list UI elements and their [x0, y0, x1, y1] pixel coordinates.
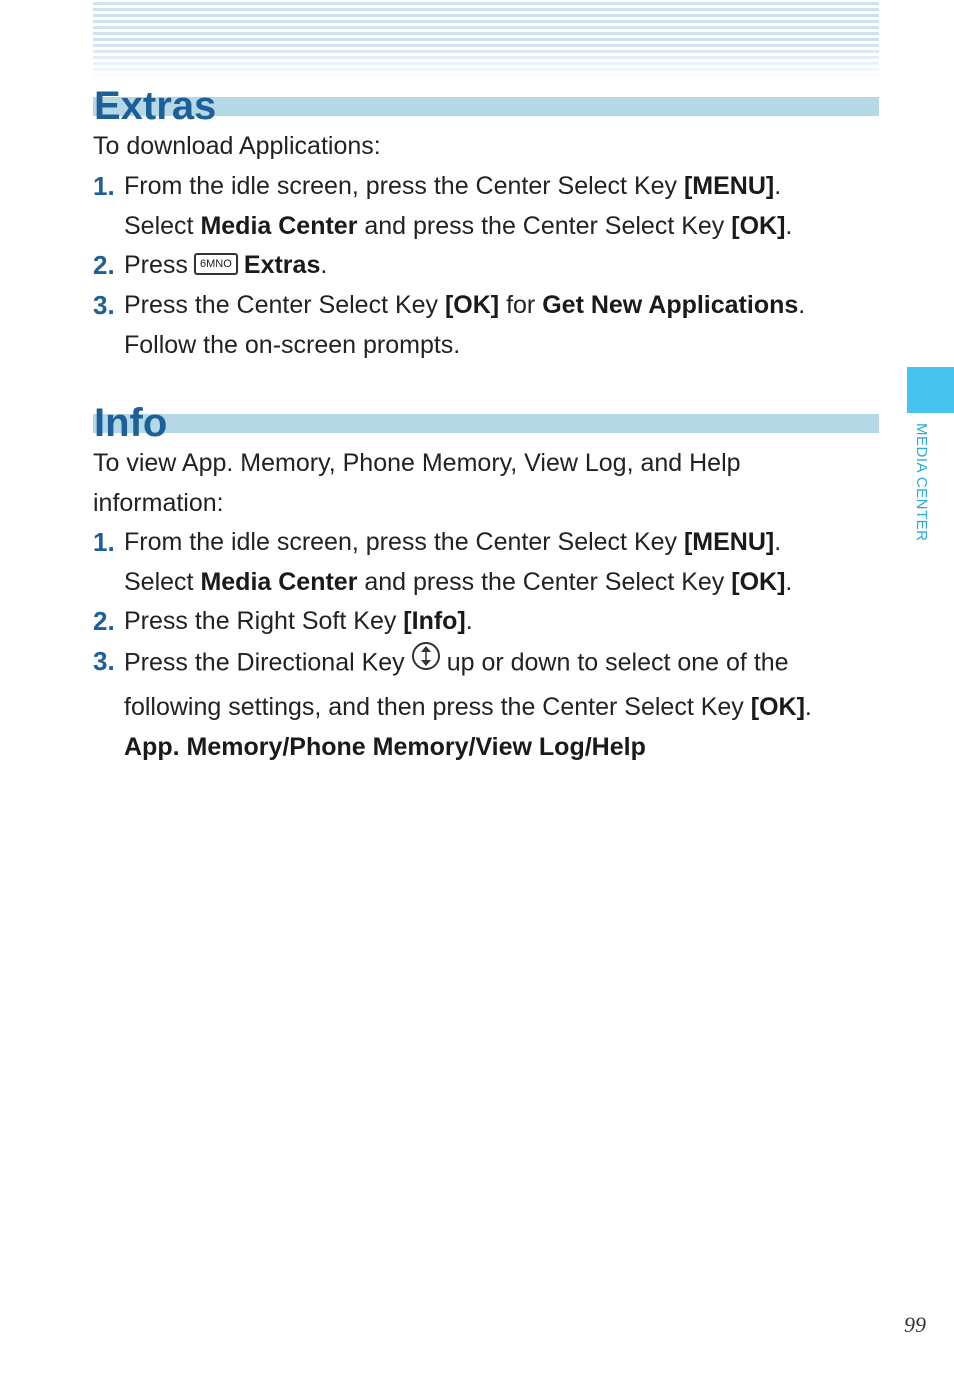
- ok-key-label: [OK]: [444, 291, 500, 319]
- step-text: Press the Center Select Key: [124, 291, 445, 319]
- extras-label: Extras: [243, 251, 321, 279]
- side-tab: [907, 367, 954, 413]
- info-title: Info: [94, 401, 168, 445]
- ok-key-label: [OK]: [731, 568, 786, 596]
- key-6-icon: 6MNO: [194, 253, 238, 275]
- header-stripes: [93, 2, 879, 76]
- step-text: From the idle screen, press the Center Select Key: [124, 528, 684, 556]
- step-text: Press the Right Soft Key: [124, 607, 404, 635]
- settings-options: App. Memory/Phone Memory/View Log/Help: [124, 733, 646, 761]
- info-heading: [93, 391, 879, 445]
- step-text: .: [465, 607, 473, 635]
- menu-key-label: [MENU]: [683, 172, 775, 200]
- ok-key-label: [OK]: [731, 212, 786, 240]
- step-text: .: [785, 568, 793, 596]
- media-center-label: Media Center: [200, 568, 358, 596]
- step-text: up or down to select one of the: [446, 648, 789, 677]
- info-step-1: [93, 522, 883, 602]
- heading-bar: [93, 414, 879, 433]
- info-step-3: [93, 641, 883, 767]
- step-text: Select: [124, 568, 201, 596]
- step-text: and press the Center Select Key: [357, 212, 732, 240]
- ok-key-label: [OK]: [750, 693, 805, 721]
- directional-key-icon: [411, 641, 441, 683]
- media-center-label: Media Center: [200, 212, 358, 240]
- menu-key-label: [MENU]: [683, 528, 775, 556]
- step-number: 3.: [93, 290, 115, 320]
- step-text: .: [785, 212, 793, 240]
- step-text: .: [320, 251, 328, 279]
- extras-title: Extras: [94, 84, 217, 128]
- info-intro: [93, 443, 741, 523]
- step-text: .: [774, 172, 782, 200]
- step-text: Follow the on-screen prompts.: [124, 331, 461, 359]
- page-number: 99: [904, 1312, 926, 1337]
- step-number: 1.: [93, 171, 115, 201]
- info-key-label: [Info]: [403, 607, 466, 635]
- step-text: .: [798, 291, 806, 319]
- extras-intro: To download Applications:: [93, 132, 381, 160]
- get-new-apps-label: Get New Applications: [542, 291, 799, 319]
- extras-step-1: [93, 166, 883, 246]
- extras-step-2: [93, 245, 883, 285]
- info-step-2: [93, 601, 883, 641]
- step-text: Press: [124, 251, 188, 279]
- step-number: 3.: [93, 646, 115, 676]
- step-text: .: [774, 528, 782, 556]
- extras-step-3: [93, 285, 883, 365]
- step-number: 2.: [93, 250, 115, 280]
- step-text: .: [804, 693, 812, 721]
- step-number: 2.: [93, 606, 115, 636]
- step-text: for: [499, 291, 543, 319]
- step-text: and press the Center Select Key: [357, 568, 732, 596]
- step-number: 1.: [93, 527, 115, 557]
- step-text: From the idle screen, press the Center Select Key: [124, 172, 684, 200]
- side-tab-label: MEDIA CENTER: [913, 423, 930, 542]
- intro-line: To view App. Memory, Phone Memory, View Log, and Help: [93, 449, 741, 477]
- intro-line: information:: [93, 489, 224, 517]
- step-text: following settings, and then press the Center Select Key: [124, 693, 751, 721]
- extras-heading: [93, 74, 879, 128]
- step-text: Select: [124, 212, 201, 240]
- step-text: Press the Directional Key: [124, 648, 405, 677]
